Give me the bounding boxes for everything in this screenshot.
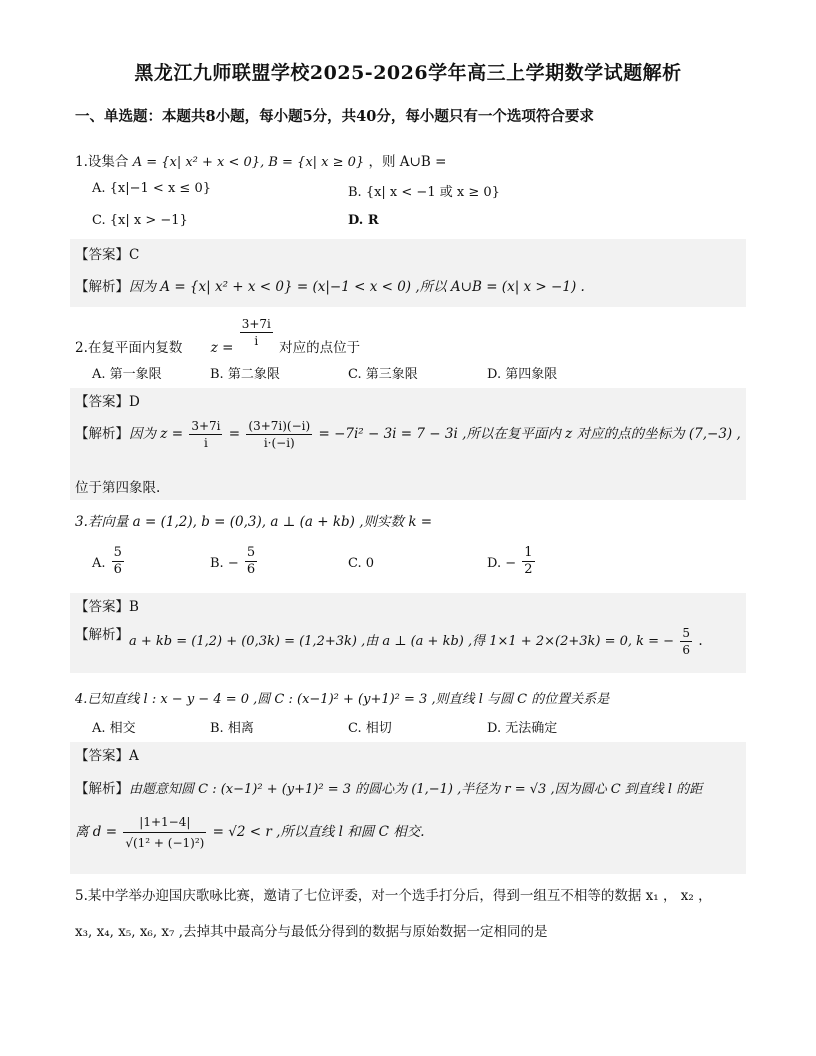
analysis-b-prefix: 离 d =	[75, 824, 118, 840]
frac-den: i	[203, 436, 208, 450]
question-2-frac-den: i	[254, 334, 259, 348]
question-2-option-c: C. 第三象限	[348, 367, 418, 382]
analysis-label: 【解析】	[75, 781, 129, 797]
question-2-analysis-a: 因为 z =	[129, 426, 184, 442]
option-prefix: D. −	[487, 556, 517, 571]
option-prefix: A.	[92, 556, 106, 571]
question-3-analysis-text: a + kb = (1,2) + (0,3k) = (1,2+3k) ,由 a ⊥ (a + kb) ,得 1×1 + 2×(2+3k) = 0, k = −	[129, 634, 675, 649]
analysis-label: 【解析】	[75, 426, 129, 442]
question-3-analysis	[75, 625, 703, 658]
question-1-suffix: ，则 A∪B =	[368, 154, 447, 170]
question-3-analysis-frac	[680, 625, 692, 658]
frac-den: 6	[682, 643, 691, 657]
frac-num: |1+1−4|	[123, 812, 206, 833]
question-3-option-c: C. 0	[348, 556, 375, 571]
question-2-answer: 【答案】D	[75, 394, 140, 410]
question-2-option-a: A. 第一象限	[92, 367, 162, 382]
question-5-stem-a: 5.某中学举办迎国庆歌咏比赛，邀请了七位评委，对一个选手打分后，得到一组互不相等的数据 x₁ ， x₂ ，	[75, 888, 712, 904]
frac-num: 5	[246, 545, 256, 560]
question-1-option-c: C. {x| x > −1}	[92, 213, 188, 228]
question-2-analysis-c: 位于第四象限.	[75, 480, 161, 496]
question-3-option-b	[210, 545, 259, 578]
frac-num: (3+7i)(−i)	[248, 419, 311, 433]
question-1-option-b: B. {x| x < −1 或 x ≥ 0}	[348, 185, 500, 200]
question-2-analysis: 【解析】因为 z = $\frac{3+7i}{i}$ = $\frac{(3+7i)(-i)}{i\cdot(-i)}$ = −7i² − 3i = 7 − 3i ,所以在复平面内 z 对应的点的坐标为 (7,−3) ,	[75, 419, 741, 450]
question-1-solution-box	[70, 239, 746, 307]
frac-den: 6	[113, 562, 122, 577]
question-1-math: A = {x| x² + x < 0}, B = {x| x ≥ 0}	[132, 155, 365, 170]
question-2-analysis-b: = −7i² − 3i = 7 − 3i ,所以在复平面内 z 对应的点的坐标为 (7,−3) ,	[318, 426, 741, 442]
frac-num: 5	[113, 545, 122, 560]
question-3-option-d	[487, 545, 537, 578]
question-1-option-d: D. R	[348, 213, 379, 228]
question-1-answer: 【答案】C	[75, 247, 140, 263]
frac-num: 5	[682, 626, 691, 640]
question-2-analysis-frac-2	[246, 418, 312, 451]
question-4-stem-text: 4.已知直线 l : x − y − 4 = 0 ,圆 C : (x−1)² + (y+1)² = 3 ,则直线 l 与圆 C 的位置关系是	[75, 692, 610, 707]
question-2-analysis-frac-1	[189, 418, 222, 451]
question-1-option-a: A. {x|−1 < x ≤ 0}	[92, 181, 211, 196]
analysis-end: .	[698, 633, 703, 649]
question-1-stem	[75, 150, 446, 170]
frac-den: 2	[524, 562, 533, 577]
frac-num: 3+7i	[191, 419, 221, 433]
question-4-answer: 【答案】A	[75, 748, 139, 764]
option-fraction	[522, 545, 534, 578]
question-2-option-d: D. 第四象限	[487, 367, 558, 382]
analysis-label: 【解析】	[75, 279, 129, 295]
frac-den: 6	[246, 562, 256, 577]
question-4-analysis-b	[75, 812, 424, 853]
question-2-fraction	[240, 316, 273, 349]
question-5-stem-b: x₃, x₄, x₅, x₆, x₇ ,去掉其中最高分与最低分得到的数据与原始数据一定相同的是	[75, 924, 548, 940]
question-3-answer: 【答案】B	[75, 599, 139, 615]
question-2-stem: 2.在复平面内复数 z = $\frac{3+7i}{i}$ 对应的点位于	[75, 317, 361, 356]
question-1-analysis-text: 因为 A = {x| x² + x < 0} = (x|−1 < x < 0) ,所以 A∪B = (x| x > −1) .	[129, 279, 585, 295]
question-3-option-a	[92, 545, 126, 578]
question-4-analysis-frac	[123, 812, 206, 853]
question-2-frac-num: 3+7i	[241, 317, 271, 331]
frac-den: √(1² + (−1)²)	[125, 836, 205, 850]
analysis-b-suffix: = √2 < r ,所以直线 l 和圆 C 相交.	[212, 824, 425, 840]
question-2-suffix: 对应的点位于	[279, 340, 361, 356]
question-4-analysis	[75, 777, 702, 797]
frac-num: 1	[524, 545, 533, 560]
section-heading: 一、单选题：本题共8小题，每小题5分，共40分，每小题只有一个选项符合要求	[75, 108, 594, 125]
question-4-analysis-a: 由题意知圆 C : (x−1)² + (y+1)² = 3 的圆心为 (1,−1) ,半径为 r = √3 ,因为圆心 C 到直线 l 的距	[129, 782, 703, 797]
question-1-prefix: 1.设集合	[75, 154, 129, 170]
question-4-solution-box	[70, 742, 746, 874]
analysis-label: 【解析】	[75, 627, 129, 643]
frac-den: i·(−i)	[263, 436, 295, 450]
question-4-option-c: C. 相切	[348, 721, 392, 736]
option-prefix: B. −	[210, 556, 239, 571]
option-fraction	[245, 545, 257, 578]
question-4-stem	[75, 688, 609, 707]
question-2-option-b: B. 第二象限	[210, 367, 280, 382]
question-1-analysis	[75, 275, 585, 295]
question-4-option-b: B. 相离	[210, 721, 254, 736]
question-4-option-a: A. 相交	[92, 721, 136, 736]
question-3-stem: 3.若向量 a = (1,2), b = (0,3), a ⊥ (a + kb) ,则实数 k =	[75, 514, 433, 530]
question-2-prefix: 2.在复平面内复数	[75, 340, 183, 356]
option-fraction	[112, 545, 124, 578]
page-title: 黑龙江九师联盟学校2025-2026学年高三上学期数学试题解析	[134, 62, 682, 84]
question-4-option-d: D. 无法确定	[487, 721, 558, 736]
